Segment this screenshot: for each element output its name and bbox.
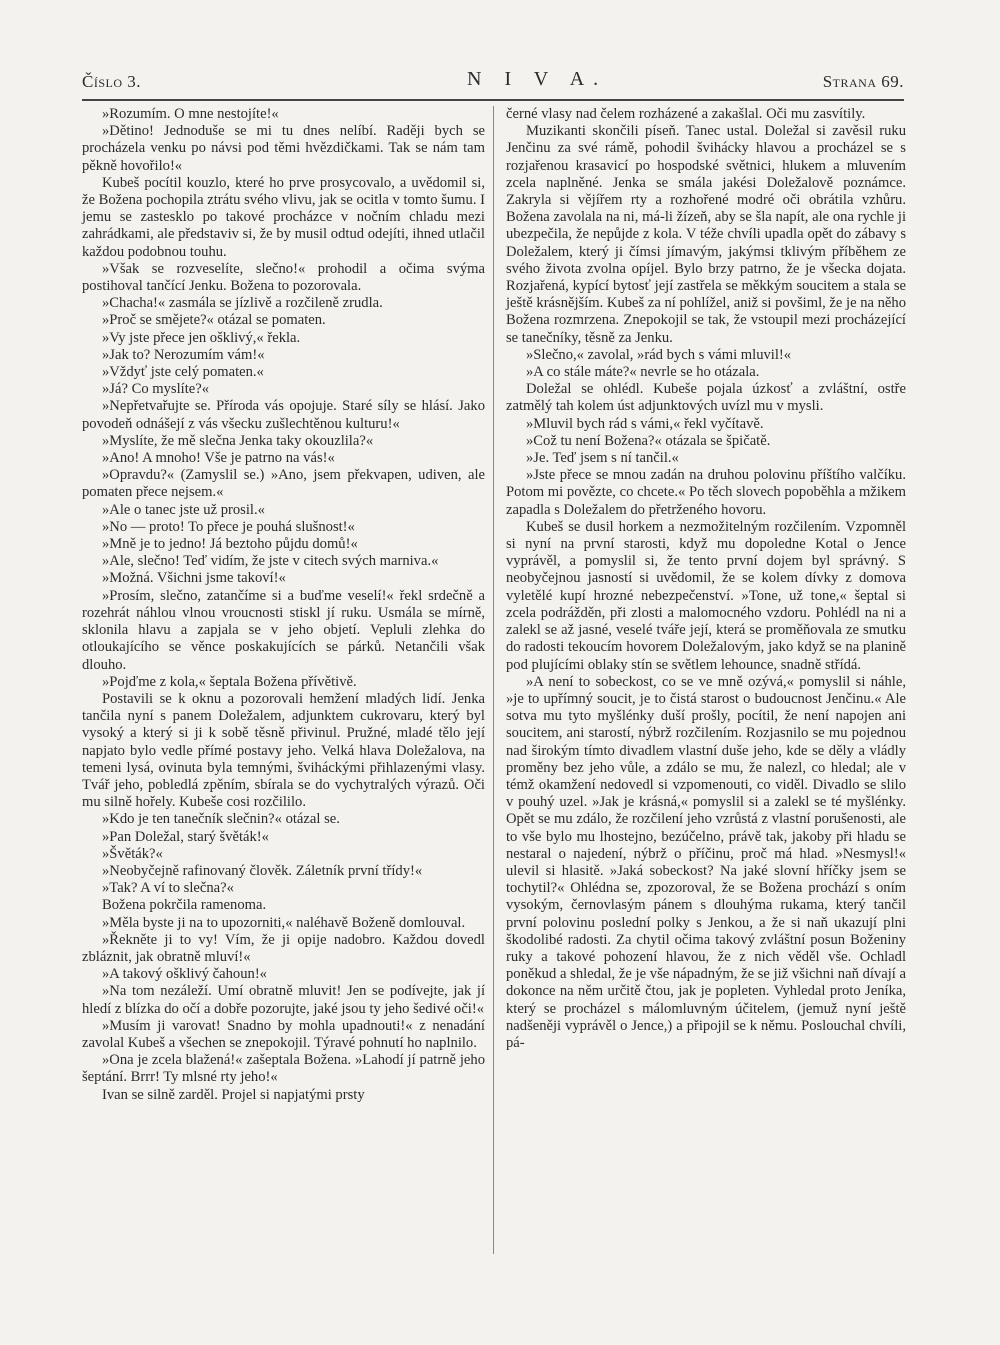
paragraph: Kubeš pocítil kouzlo, které ho prve prosycovalo, a uvědomil si, že Božena pochopila ztrátu svého vlivu, jak se ocitla v tomto šumu. I jemu se zastesklo po takové procházce v nočním chladu mezi zahrádkami, ale představiv si, že by musil odtud odejíti, ihned utlačil každou podobnou touhu.: [82, 174, 485, 260]
paragraph: »Neobyčejně rafinovaný člověk. Záletník první třídy!«: [102, 862, 423, 879]
paragraph: »Švěták?«: [102, 845, 163, 862]
paragraph: Božena pokrčila ramenoma.: [102, 897, 267, 914]
paragraph: »Chacha!« zasmála se jízlivě a rozčileně zrudla.: [102, 295, 383, 312]
paragraph: »Řekněte ji to vy! Vím, že ji opije nadobro. Každou dovedl zbláznit, jak obratně mluví!«: [82, 931, 485, 965]
paragraph: »Ale, slečno! Teď vidím, že jste v citech svých marniva.«: [102, 553, 439, 570]
paragraph: »Já? Co myslíte?«: [102, 381, 210, 398]
paragraph: »Tak? A ví to slečna?«: [102, 880, 234, 897]
page-number: Strana 69.: [822, 72, 904, 91]
paragraph: »Nepřetvařujte se. Příroda vás opojuje. Staré síly se hlásí. Jako povodeň odnášejí z vás všecku zušlechtěnou kulturu!«: [82, 398, 485, 432]
paragraph: »Jak to? Nerozumím vám!«: [102, 346, 265, 363]
paragraph: Ivan se silně zarděl. Projel si napjatými prsty: [102, 1086, 365, 1103]
column-divider: [493, 106, 494, 1254]
paragraph: »Slečno,« zavolal, »rád bych s vámi mluvil!«: [526, 346, 792, 363]
paragraph: »Mně je to jedno! Já beztoho půjdu domů!«: [102, 536, 358, 553]
paragraph: »Pan Doležal, starý švěták!«: [102, 828, 269, 845]
issue-number: Číslo 3.: [82, 72, 142, 91]
paragraph: »No — proto! To přece je pouhá slušnost!«: [102, 518, 355, 535]
paragraph: »Pojďme z kola,« šeptala Božena přívětivě.: [102, 673, 357, 690]
paragraph: »Měla byste ji na to upozorniti,« naléhavě Boženě domlouval.: [102, 914, 466, 931]
paragraph: »Kdo je ten tanečník slečnin?« otázal se.: [102, 811, 340, 828]
paragraph: »A takový ošklivý čahoun!«: [102, 966, 267, 983]
paragraph: Muzikanti skončili píseň. Tanec ustal. Doležal si zavěsil ruku Jenčinu za své rámě, pohodil švihácky hlavou a procházel se s rozjařenou krasavicí po hospodské světnici, hlukem a mluvením zcela naplněné. Jenka se smála jakési Doležalově poznámce. Zakryla si vějířem rty a rozhořené modré oči obrátila vzhůru. Božena zavolala na ni, má-li žízeň, aby se šla napít, ale ona rychle ji ubezpečila, že nepůjde z kola. V téže chvíli upadla opět do zábavy s Doležalem, který ji čímsi jímavým, jakýmsi tklivým příběhem ze svého života zvolna opíjel. Bylo brzy patrno, že je všecka dojata. Rozjařená, kypící bytosť její zastřela se měkkým soucitem a stala se ještě krásnějším. Kubeš za ní pohlížel, aniž si povšiml, že je na něho Božena rozmrzena. Znepokojil se tak, že vstoupil mezi procházející se tanečníky, těsně za Jenku.: [506, 123, 907, 346]
left-column: [82, 106, 485, 1256]
paragraph: »Na tom nezáleží. Umí obratně mluvit! Jen se podívejte, jak jí hledí z blízka do očí a dobře pozorujte, jaké jsou ty jeho šedivé oči!«: [82, 983, 485, 1017]
paragraph: »Myslíte, že mě slečna Jenka taky okouzlila?«: [102, 432, 374, 449]
paragraph: »Rozumím. O mne nestojíte!«: [102, 106, 279, 122]
paragraph: »A co stále máte?« nevrle se ho otázala.: [526, 364, 760, 381]
paragraph: Doležal se ohlédl. Kubeše pojala úzkosť a zvláštní, ostře zatmělý tah kolem úst adjunktových uvízl mu v mysli.: [506, 381, 906, 415]
paragraph: »Proč se smějete?« otázal se pomaten.: [102, 312, 326, 329]
paragraph: »Mluvil bych rád s vámi,« řekl vyčítavě.: [526, 415, 764, 432]
paragraph: »Ale o tanec jste už prosil.«: [102, 501, 265, 518]
right-column: [506, 106, 906, 1256]
paragraph: »Musím ji varovat! Snadno by mohla upadnouti!« z nenadání zavolal Kubeš a všechen se znepokojil. Týravé pohnutí ho naplnilo.: [82, 1017, 485, 1051]
running-header: [82, 68, 904, 98]
paragraph: »Ona je zcela blažená!« zašeptala Božena. »Lahodí jí patrně jeho šeptání. Brrr! Ty mlsné rty jeho!«: [82, 1052, 485, 1086]
paragraph: »Prosím, slečno, zatančíme si a buďme veselí!« řekl srdečně a rozehrát náhlou vlnou vroucnosti stiskl jí ruku. Usmála se mírně, sklonila hlavu a zapjala se v jeho objetí. Vepluli zlehka do otloukajícího se věnce poskakujících se párků. Netančili však dlouho.: [82, 587, 485, 673]
paragraph: »Jste přece se mnou zadán na druhou polovinu příštího valčíku. Potom mi povězte, co chcete.« Po těch slovech popoběhla a mžikem zapadla s Doležalem do přetrženého hovoru.: [506, 467, 906, 518]
paragraph: »Možná. Všichni jsme takoví!«: [102, 570, 286, 587]
paragraph: »A není to sobeckost, co se ve mně ozývá,« pomyslil si náhle, »je to upřímný soucit, je to čistá starost o budoucnost Jenčinu.« Ale sotva mu tyto myšlénky duší prošly, pocítil, že není napojen ani soucitem, ani starostí, nýbrž rozčilením. Rozjasnilo se mu pojednou nad širokým tímto divadlem vlastní duše jeho, kde se děly a vládly proměny bez jeho vůle, a zdálo se mu, že nalezl, co hledal; ale v témž okamžení nedovedl si vzpomenouti, co viděl. Divadlo se slilo v pouhý uzel. »Jak je krásná,« pomyslil si a zalekl se té myšlénky. Opět se mu zdálo, že rozčilení jeho vzrůstá z vlastní porušenosti, ale to vše bylo mu lhostejno, bezúčelno, právě tak, jakoby při hladu se nestaral o najedení, nýbrž o příčinu, proč má hlad. »Nesmysl!« ulevil si hlasitě. »Jaká sobeckost? Na jaké slovní hříčky jsem se tochytil?« Ohlédna se, zpozoroval, že se Božena prochází s oním vysokým, černovlasým pánem s dlouhýma rukama, který tančil první polovinu poslední polky s Jenkou, a že si naň ukazují plni škodolibé radosti. Za chytil očima takový zvláštní posun Boženiny ruky a takové pohození hlavou, že z nich věděl vše. Ochladl poněkud a shledal, že je vše nápadným, že se již všichni naň dívají a dokonce na něm určitě čtou, jak je popleten. Vyhledal proto Jeníka, který se procházel s málomluvným účitelem, (jemuž nyní ještě nadšeněji vyprávěl o Jence,) a připojil se k němu. Poslouchal chvíli, pá-: [506, 673, 906, 1051]
paragraph: »Však se rozveselíte, slečno!« prohodil a očima svýma postihoval tančící Jenku. Božena to pozorovala.: [82, 260, 485, 295]
paragraph: Kubeš se dusil horkem a nezmožitelným rozčilením. Vzpomněl si nyní na první starosti, když mu dopoledne Kotal o Jence vyprávěl, a pomyslil si, že tento první dojem byl správný. S neobyčejnou jasností si uvědomil, že se kolem dívky z domova vyletělé kupí hrozné nebezpečenství. »Tone, už tone,« šeptal si zcela podrážděn, při zlosti a malomocného vzdoru. Pohlédl na ni a zalekl se až jasné, veselé tváře její, která se proměňovala ze smutku do radosti tekoucím hovorem Doležalovým, jako když se na planině pod plujícími oblaky stín se světlem lehounce, snadně střídá.: [506, 518, 906, 673]
paragraph: »Což tu není Božena?« otázala se špičatě.: [526, 432, 771, 449]
paragraph: »Vy jste přece jen ošklivý,« řekla.: [102, 329, 301, 346]
paragraph: »Dětino! Jednoduše se mi tu dnes nelíbí. Raději bych se procházela venku po návsi pod těmi hvězdičkami. Tak se nám tam pěkně hovořilo!«: [82, 123, 485, 174]
paragraph: Postavili se k oknu a pozorovali hemžení mladých lidí. Jenka tančila nyní s panem Doležalem, adjunktem cukrovaru, který byl vysoký a který si ji k sobě těsně přivinul. Pružné, mladé tělo její napjato bylo vedle přímé postavy jeho. Velká hlava Doležalova, na temeni lysá, ovinuta byla temnými, šviháckými přihlazenými vlasy. Tvář jeho, pobledlá zpěním, sbírala se do vychytralých výrazů. Oči mu silně hořely. Kubeše cosi rozčililo.: [82, 690, 485, 811]
magazine-title: N I V A.: [467, 68, 608, 90]
paragraph: černé vlasy nad čelem rozházené a zakašlal. Oči mu zasvítily.: [506, 106, 866, 122]
paragraph: »Opravdu?« (Zamyslil se.) »Ano, jsem překvapen, udiven, ale pomaten přece nejsem.«: [82, 467, 485, 501]
paragraph: »Ano! A mnoho! Vše je patrno na vás!«: [102, 450, 335, 467]
header-rule: [82, 99, 904, 101]
paragraph: »Vždyť jste celý pomaten.«: [102, 364, 264, 381]
paragraph: »Je. Teď jsem s ní tančil.«: [526, 450, 679, 467]
